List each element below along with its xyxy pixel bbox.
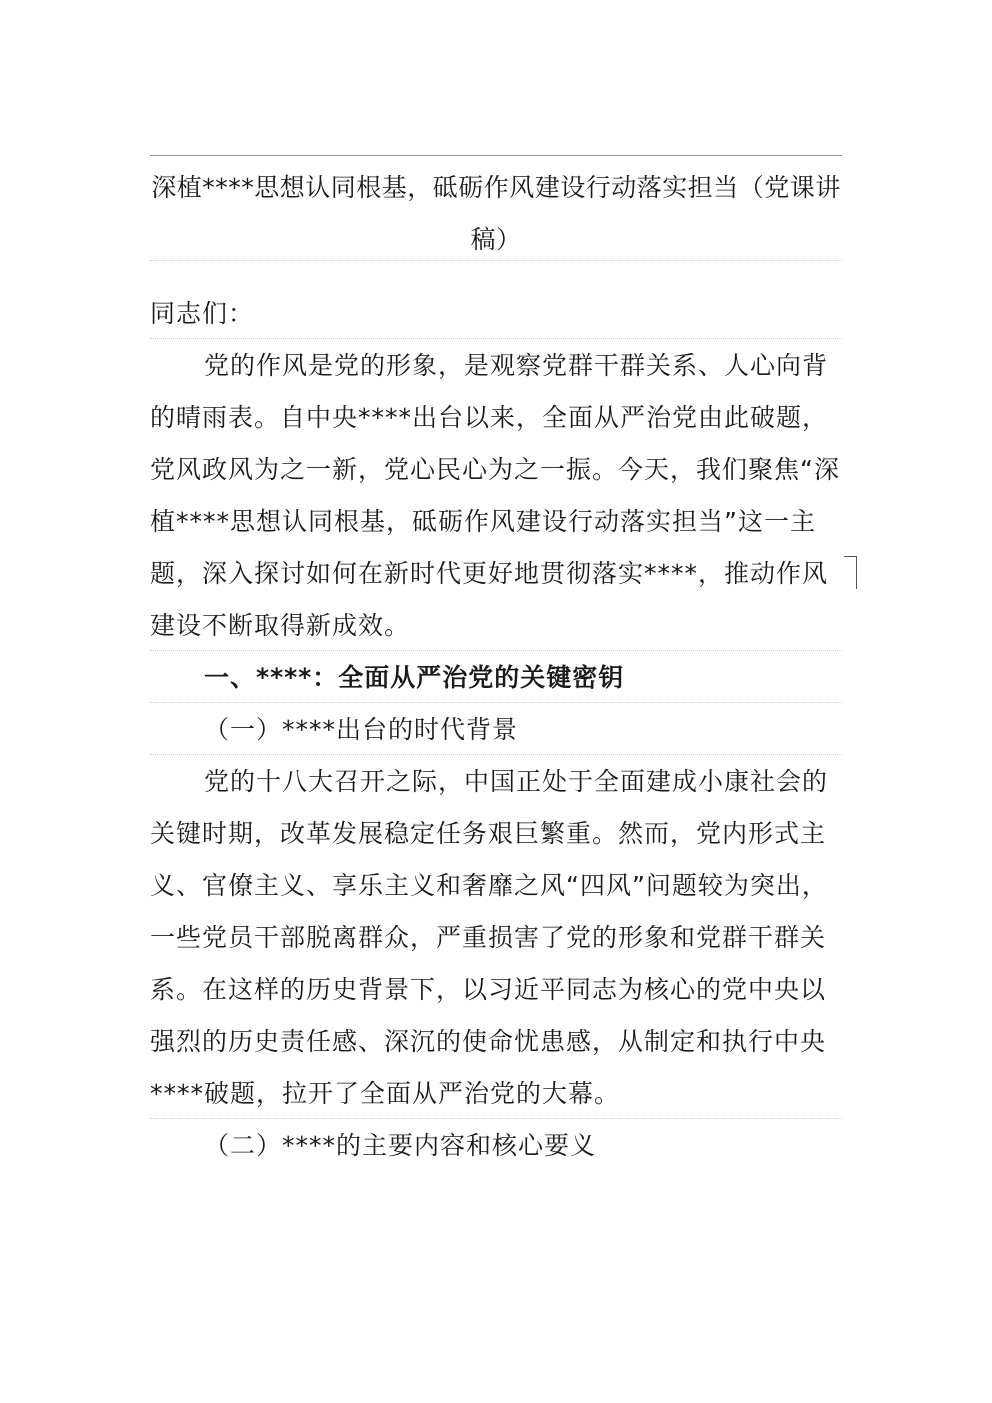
- top-rule: [150, 155, 842, 156]
- divider: [150, 702, 842, 703]
- document-title: 深植****思想认同根基，砥砺作风建设行动落实担当（党课讲稿）: [151, 173, 841, 254]
- section-heading-1: 一、****：全面从严治党的关键密钥: [204, 663, 625, 692]
- subsection-1-body: 党的十八大召开之际，中国正处于全面建成小康社会的关键时期，改革发展稳定任务艰巨繁重。然而，党内形式主义、官僚主义、享乐主义和奢靡之风“四风”问题较为突出，一些党员干部脱离群众，严重损害了党的形象和党群干群关系。在这样的历史背景下，以习近平同志为核心的党中央以强烈的历史责任感、深沉的使命忧患感，从制定和执行中央****破题，拉开了全面从严治党的大幕。: [150, 767, 829, 1108]
- corner-mark: [844, 556, 857, 589]
- subsection-heading-2: （二）****的主要内容和核心要义: [204, 1131, 597, 1160]
- salutation: 同志们：: [150, 299, 255, 328]
- subsection-heading-1: （一）****出台的时代背景: [204, 715, 519, 744]
- divider: [150, 754, 842, 755]
- divider: [150, 650, 842, 651]
- divider: [150, 1118, 842, 1119]
- divider: [150, 260, 842, 261]
- divider: [150, 338, 842, 339]
- intro-paragraph: 党的作风是党的形象，是观察党群干群关系、人心向背的晴雨表。自中央****出台以来，全面从严治党由此破题，党风政风为之一新，党心民心为之一振。今天，我们聚焦“深植****思想认同根基，砥砺作风建设行动落实担当”这一主题，深入探讨如何在新时代更好地贯彻落实****，推动作风建设不断取得新成效。: [150, 351, 840, 640]
